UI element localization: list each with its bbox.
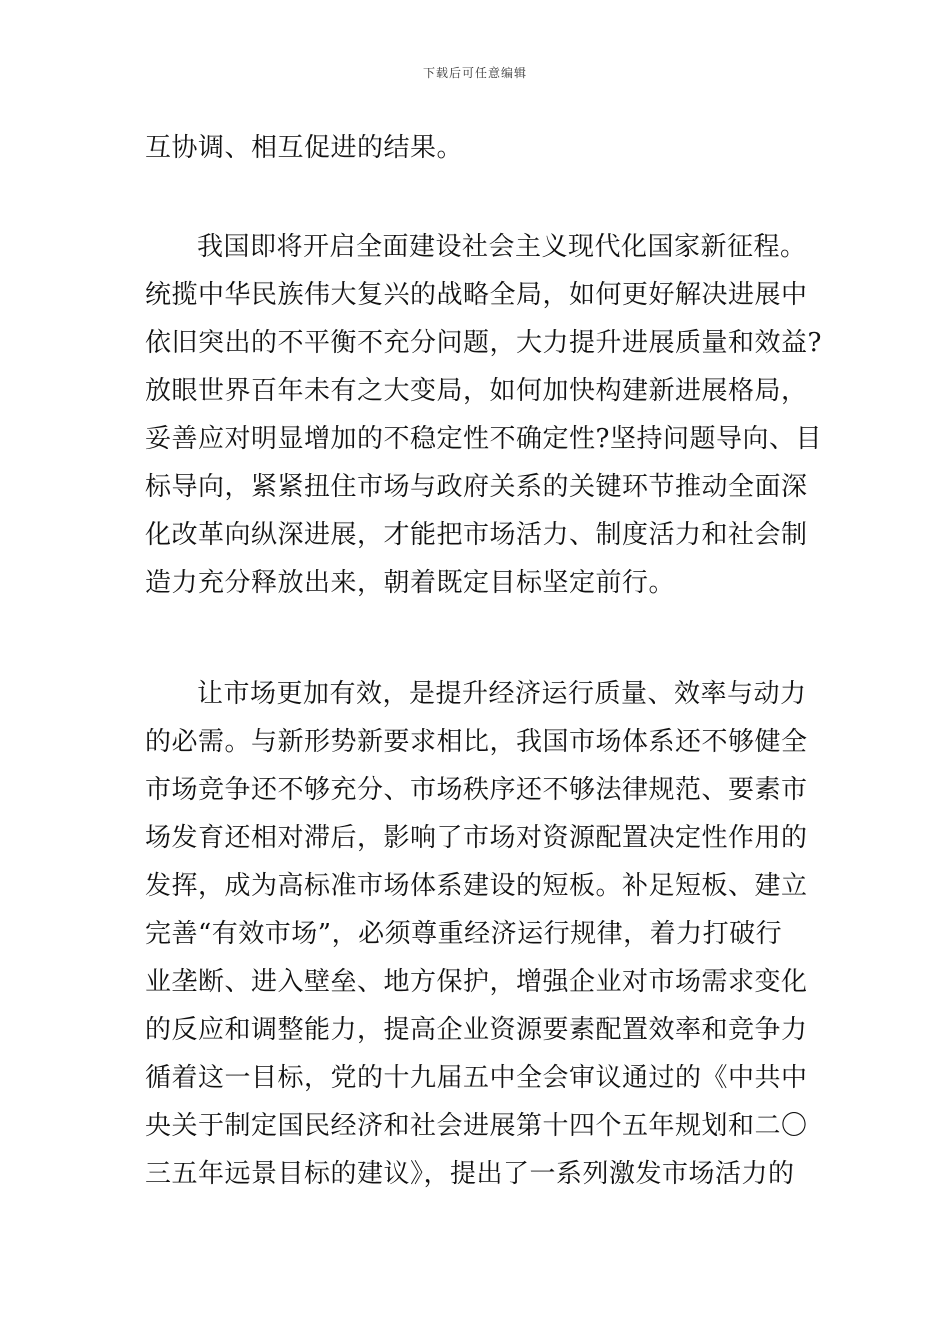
paragraph-2 xyxy=(145,223,822,607)
paragraph-line: 完善“有效市场”，必须尊重经济运行规律，着力打破行 xyxy=(145,919,783,949)
paragraph-line: 场发育还相对滞后，影响了市场对资源配置决定性作用的 xyxy=(145,823,808,853)
paragraph-line: 业垄断、进入壁垒、地方保护，增强企业对市场需求变化 xyxy=(145,967,808,997)
paragraph-line: 放眼世界百年未有之大变局，如何加快构建新进展格局， xyxy=(145,376,808,406)
paragraph-line: 我国即将开启全面建设社会主义现代化国家新征程。 xyxy=(197,232,807,262)
paragraph-line: 依旧突出的不平衡不充分问题，大力提升进展质量和效益? xyxy=(145,328,822,358)
paragraph-line: 化改革向纵深进展，才能把市场活力、制度活力和社会制 xyxy=(145,520,808,550)
paragraph-line: 央关于制定国民经济和社会进展第十四个五年规划和二〇 xyxy=(145,1111,808,1141)
paragraph-1 xyxy=(145,124,813,172)
paragraph-line: 三五年远景目标的建议》，提出了一系列激发市场活力的 xyxy=(145,1159,795,1189)
header-note: 下载后可任意编辑 xyxy=(422,66,527,80)
paragraph-line: 互协调、相互促进的结果。 xyxy=(145,133,464,163)
paragraph-line: 造力充分释放出来，朝着既定目标坚定前行。 xyxy=(145,568,676,598)
paragraph-line: 标导向，紧紧扭住市场与政府关系的关键环节推动全面深 xyxy=(145,472,808,502)
paragraph-line: 的反应和调整能力，提高企业资源要素配置效率和竞争力 xyxy=(145,1015,808,1045)
paragraph-line: 的必需。与新形势新要求相比，我国市场体系还不够健全 xyxy=(145,727,808,757)
paragraph-3 xyxy=(145,670,813,1198)
paragraph-line: 市场竞争还不够充分、市场秩序还不够法律规范、要素市 xyxy=(145,775,808,805)
paragraph-line: 循着这一目标，党的十九届五中全会审议通过的《中共中 xyxy=(145,1063,808,1093)
paragraph-line: 妥善应对明显增加的不稳定性不确定性?坚持问题导向、目 xyxy=(145,424,822,454)
paragraph-line: 发挥，成为高标准市场体系建设的短板。补足短板、建立 xyxy=(145,871,808,901)
paragraph-line: 统揽中华民族伟大复兴的战略全局，如何更好解决进展中 xyxy=(145,280,808,310)
paragraph-line: 让市场更加有效，是提升经济运行质量、效率与动力 xyxy=(197,679,807,709)
